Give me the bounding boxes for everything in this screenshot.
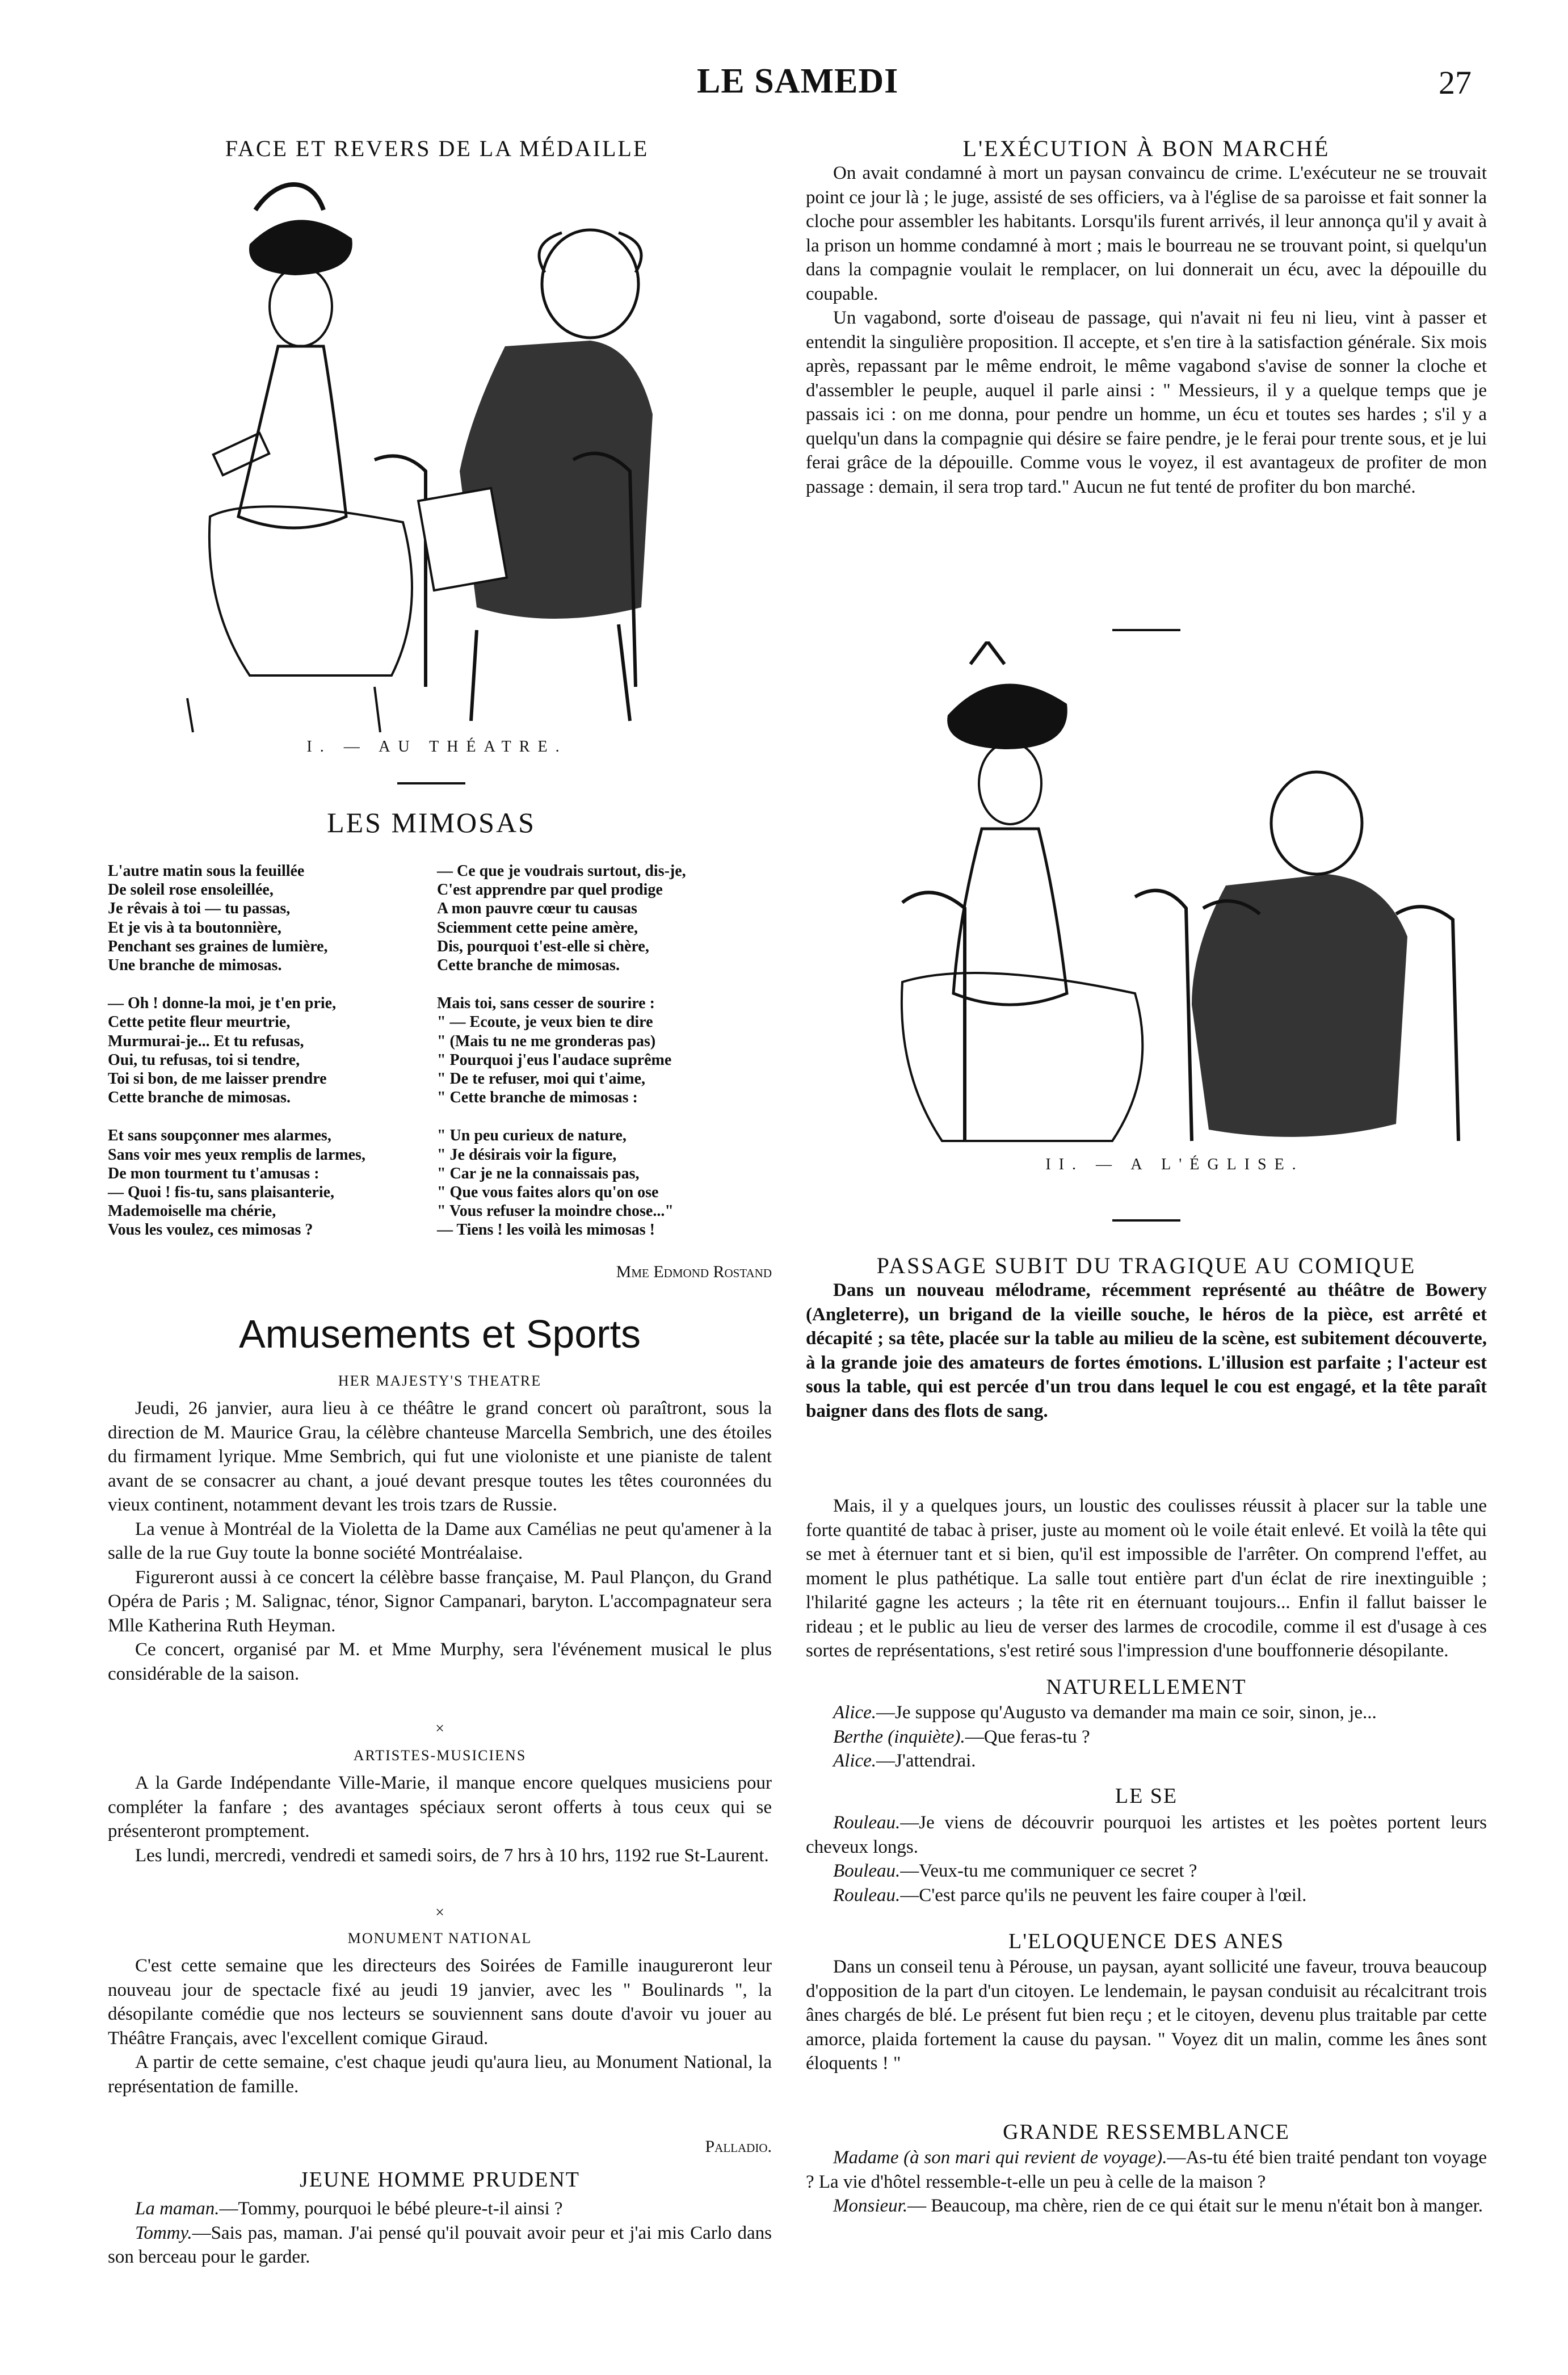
page-number: 27: [1439, 64, 1472, 101]
poem-line: " Je désirais voir la figure,: [437, 1145, 617, 1164]
illustration-eglise: [817, 641, 1487, 1147]
poem-line: " Pourquoi j'eus l'audace suprême: [437, 1051, 672, 1069]
poem-line: " Vous refuser la moindre chose...": [437, 1202, 674, 1220]
poem-line: " (Mais tu ne me gronderas pas): [437, 1032, 656, 1050]
speaker: Madame (à son mari qui revient de voyage).: [833, 2147, 1167, 2168]
poem-line: Toi si bon, de me laisser prendre: [108, 1070, 327, 1088]
poem-line: " De te refuser, moi qui t'aime,: [437, 1070, 646, 1088]
poem-stanza: [108, 862, 414, 975]
speaker: La maman.: [135, 2198, 220, 2219]
poem-line: Sciemment cette peine amère,: [437, 918, 638, 937]
execution-text: [806, 161, 1487, 499]
poem-line: Dis, pourquoi t'est-elle si chère,: [437, 937, 649, 955]
dialogue: —Sais pas, maman. J'ai pensé qu'il pouvait avoir peur et j'ai mis Carlo dans son berceau pour le garder.: [108, 2222, 772, 2267]
speaker: Alice.: [833, 1702, 877, 1723]
poem-line: Murmurai-je... Et tu refusas,: [108, 1032, 304, 1050]
paragraph: A partir de cette semaine, c'est chaque jeudi qu'aura lieu, au Monument National, la représentation de famille.: [108, 2052, 772, 2097]
poem-stanza: [437, 862, 777, 975]
poem-line: — Oh ! donne-la moi, je t'en prie,: [108, 995, 337, 1013]
dialogue: —Tommy, pourquoi le bébé pleure-t-il ainsi ?: [219, 2198, 563, 2219]
paragraph: Dans un conseil tenu à Pérouse, un paysan, ayant sollicité une faveur, trouva beaucoup d'opposition de la part d'un citoyen. Le lendemain, le paysan conduisit au récalcitrant trois ânes chargés de blé. Le présent fut bien reçu ; et le citoyen, devenu plus traitable par cette amorce, plaida fortement la cause du paysan. " Voyez dit un malin, comme les ânes sont éloquents ! ": [806, 1957, 1487, 2074]
passage-text-2: [806, 1494, 1487, 1663]
subsection-monument: MONUMENT NATIONAL: [347, 1930, 532, 1946]
poem-line: " Cette branche de mimosas :: [437, 1089, 638, 1107]
section-title-naturellement: NATURELLEMENT: [1046, 1675, 1247, 1699]
dialogue: —Je suppose qu'Augusto va demander ma main ce soir, sinon, je...: [876, 1702, 1377, 1723]
poem-line: Cette branche de mimosas.: [108, 1089, 291, 1107]
subsection-her-majestys: HER MAJESTY'S THEATRE: [338, 1373, 542, 1389]
paragraph: Figureront aussi à ce concert la célèbre basse française, M. Paul Plançon, du Grand Opéra de Paris ; M. Salignac, ténor, Signor Campanari, baryton. L'accompagnateur sera Mlle Katherina Ruth Heyman.: [108, 1567, 772, 1636]
poem-line: " — Ecoute, je veux bien te dire: [437, 1013, 653, 1031]
dialogue: —Veux-tu me communiquer ce secret ?: [900, 1861, 1197, 1881]
dialogue: —J'attendrai.: [876, 1751, 976, 1771]
subsection-artistes: ARTISTES-MUSICIENS: [353, 1747, 527, 1764]
paragraph: Un vagabond, sorte d'oiseau de passage, qui n'avait ni feu ni lieu, vint à passer et entendit la singulière proposition. Il accepte, et s'en tire à la satisfaction générale. Six mois après, repassant par le même endroit, le même vagabond s'avise de sonner la cloche et d'assembler le peuple, auquel il parle ainsi : " Messieurs, il y a quelque temps que je passais ici : on me donna, pour pendre un homme, un écu et toutes ses hardes ; s'il y a quelqu'un dans la compagnie qui désire se faire pendre, je le ferai pour trente sous, et je lui ferai grâce de la dépouille. Comme vous le voyez, il est avantageux de profiter de mon passage : demain, il sera trop tard." Aucun ne fut tenté de profiter du bon marché.: [806, 308, 1487, 497]
section-title-grande-ressemblance: GRANDE RESSEMBLANCE: [1003, 2120, 1290, 2144]
jeune-homme-text: [108, 2197, 772, 2269]
dialogue: —Je viens de découvrir pourquoi les artistes et les poètes portent leurs cheveux longs.: [806, 1812, 1487, 1857]
speaker: Bouleau.: [833, 1861, 901, 1881]
dialogue: —As-tu été bien traité pendant ton voyage ? La vie d'hôtel ressemble-t-elle un peu à celle de la maison ?: [806, 2147, 1487, 2192]
speaker: Alice.: [833, 1751, 877, 1771]
poem-line: Et je vis à ta boutonnière,: [108, 918, 281, 937]
poem-line: L'autre matin sous la feuillée: [108, 862, 305, 880]
amusements-text-1: [108, 1396, 772, 1686]
illustration-caption-eglise: II. — A L'ÉGLISE.: [1045, 1156, 1304, 1173]
speaker: Tommy.: [135, 2222, 192, 2243]
poem-line: Cette branche de mimosas.: [437, 956, 620, 975]
poem-stanza: [437, 1126, 777, 1239]
section-title-execution: L'EXÉCUTION À BON MARCHÉ: [962, 136, 1330, 161]
dialogue: —Que feras-tu ?: [965, 1726, 1090, 1747]
amusements-text-3: [108, 1954, 772, 2099]
poem-line: — Quoi ! fis-tu, sans plaisanterie,: [108, 1184, 335, 1202]
divider: [1112, 629, 1180, 631]
speaker: Rouleau.: [833, 1885, 901, 1906]
dialogue: —C'est parce qu'ils ne peuvent les faire couper à l'œil.: [900, 1885, 1307, 1906]
section-title-jeune-homme: JEUNE HOMME PRUDENT: [300, 2168, 580, 2192]
poem-line: Vous les voulez, ces mimosas ?: [108, 1221, 313, 1239]
divider: [1112, 1219, 1180, 1222]
le-se-text: [806, 1811, 1487, 1907]
grande-ressemblance-text: [806, 2146, 1487, 2218]
poem-line: De mon tourment tu t'amusas :: [108, 1164, 320, 1182]
poem-line: " Car je ne la connaissais pas,: [437, 1164, 640, 1182]
poem-line: Sans voir mes yeux remplis de larmes,: [108, 1145, 365, 1164]
section-title-eloquence: L'ELOQUENCE DES ANES: [1008, 1929, 1284, 1953]
eloquence-text: [806, 1955, 1487, 2076]
poem-line: Penchant ses graines de lumière,: [108, 937, 328, 955]
paragraph: Dans un nouveau mélodrame, récemment représenté au théâtre de Bowery (Angleterre), un brigand de la vieille souche, le héros de la pièce, est arrêté et décapité ; sa tête, placée sur la table au milieu de la scène, est subitement découverte, à la grande joie des amateurs de fortes émotions. L'illusion est parfaite ; l'acteur est sous la table, qui est percée d'un trou dans lequel le cou est engagé, et la tête paraît baigner dans des flots de sang.: [806, 1280, 1487, 1421]
poem-line: Et sans soupçonner mes alarmes,: [108, 1127, 331, 1145]
poem-line: De soleil rose ensoleillée,: [108, 881, 274, 899]
poem-signature: Mme Edmond Rostand: [616, 1262, 772, 1281]
section-title-passage: PASSAGE SUBIT DU TRAGIQUE AU COMIQUE: [876, 1253, 1416, 1278]
amusements-signature: Palladio.: [705, 2137, 772, 2156]
dialogue: — Beaucoup, ma chère, rien de ce qui était sur le menu n'était bon à manger.: [907, 2196, 1483, 2216]
page-header-title: LE SAMEDI: [697, 62, 899, 100]
poem-stanza: [108, 1126, 414, 1239]
speaker: Berthe (inquiète).: [833, 1726, 965, 1747]
poem-line: Oui, tu refusas, toi si tendre,: [108, 1051, 300, 1069]
speaker: Rouleau.: [833, 1812, 901, 1833]
poem-line: " Un peu curieux de nature,: [437, 1127, 627, 1145]
naturellement-text: [806, 1701, 1487, 1773]
paragraph: C'est cette semaine que les directeurs des Soirées de Famille inaugureront leur nouveau jour de spectacle fixé au jeudi 19 janvier, avec les " Boulinards ", la désopilante comédie que nos lecteurs se souviennent sans doute d'avoir vu jouer au Théâtre Français, avec l'excellent comique Giraud.: [108, 1956, 772, 2049]
poem-line: A mon pauvre cœur tu causas: [437, 900, 637, 918]
paragraph: La venue à Montréal de la Violetta de la Dame aux Camélias ne peut qu'amener à la salle de la rue Guy toute la bonne société Montréalaise.: [108, 1518, 772, 1563]
section-title-face-revers: FACE ET REVERS DE LA MÉDAILLE: [225, 136, 649, 161]
paragraph: Les lundi, mercredi, vendredi et samedi soirs, de 7 hrs à 10 hrs, 1192 rue St-Laurent.: [135, 1845, 769, 1866]
poem-line: Je rêvais à toi — tu passas,: [108, 900, 291, 918]
paragraph: Mais, il y a quelques jours, un loustic des coulisses réussit à placer sur la table une forte quantité de tabac à priser, juste au moment où le voile était enlevé. Et voilà la tête qui se met à éternuer tant et si bien, qu'il est impossible de l'arrêter. On comprend l'effet, au moment le plus pathétique. La salle tout entière part d'un éclat de rire inextinguible ; l'hilarité gagne les acteurs ; la tête rit en éternuant toujours... Enfin il fallut baisser le rideau ; et le public au lieu de verser des larmes de crocodile, comme il est d'usage à ces sortes de représentations, s'est retiré sous l'impression d'une bouffonnerie désopilante.: [806, 1496, 1487, 1661]
speaker: Monsieur.: [833, 2196, 908, 2216]
poem-line: — Tiens ! les voilà les mimosas !: [437, 1221, 655, 1239]
illustration-theatre: [108, 176, 772, 738]
separator-cross: ×: [435, 1904, 444, 1921]
poem-line: Une branche de mimosas.: [108, 956, 282, 975]
paragraph: On avait condamné à mort un paysan convaincu de crime. L'exécuteur ne se trouvait point ce jour là ; le juge, assisté de ses officiers, va à l'église de sa paroisse et fait sonner la cloche pour assembler les habitants. Lorsqu'ils furent arrivés, il leur annonça qu'il y avait à la prison un homme condamné à mort ; mais le bourreau ne se trouvant point, si quelqu'un dans la compagnie voulait le remplacer, on lui donnerait un écu, avec la dépouille du coupable.: [806, 163, 1487, 304]
amusements-text-2: [108, 1771, 772, 1868]
poem-line: C'est apprendre par quel prodige: [437, 881, 663, 899]
paragraph: A la Garde Indépendante Ville-Marie, il manque encore quelques musiciens pour compléter la fanfare ; des avantages spéciaux seront offerts à tous ceux qui se présenteront promptement.: [108, 1773, 772, 1841]
poem-left-column: [108, 862, 414, 1259]
divider: [397, 782, 465, 784]
poem-title: LES MIMOSAS: [327, 807, 536, 838]
paragraph: Jeudi, 26 janvier, aura lieu à ce théâtre le grand concert où paraîtront, sous la direction de M. Maurice Grau, la célèbre chanteuse Marcella Sembrich, une des étoiles du firmament lyrique. Mme Sembrich, qui fut une violoniste et une pianiste de talent avant de se consacrer au chant, a joué devant presque toutes les têtes couronnées du vieux continent, notamment devant les trois tzars de Russie.: [108, 1398, 772, 1515]
poem-right-column: [437, 862, 777, 1259]
passage-text: [806, 1278, 1487, 1423]
illustration-caption-theatre: I. — AU THÉATRE.: [306, 738, 567, 756]
section-title-le-se: LE SE: [1115, 1784, 1178, 1808]
separator-cross: ×: [435, 1720, 444, 1738]
amusements-title: Amusements et Sports: [238, 1312, 641, 1356]
poem-line: Mademoiselle ma chérie,: [108, 1202, 276, 1220]
paragraph: Ce concert, organisé par M. et Mme Murphy, sera l'événement musical le plus considérable de la saison.: [108, 1639, 772, 1684]
poem-line: " Que vous faites alors qu'on ose: [437, 1184, 659, 1202]
poem-stanza: [437, 994, 777, 1107]
poem-line: Mais toi, sans cesser de sourire :: [437, 995, 655, 1013]
poem-line: — Ce que je voudrais surtout, dis-je,: [437, 862, 686, 880]
poem-line: Cette petite fleur meurtrie,: [108, 1013, 291, 1031]
poem-stanza: [108, 994, 414, 1107]
